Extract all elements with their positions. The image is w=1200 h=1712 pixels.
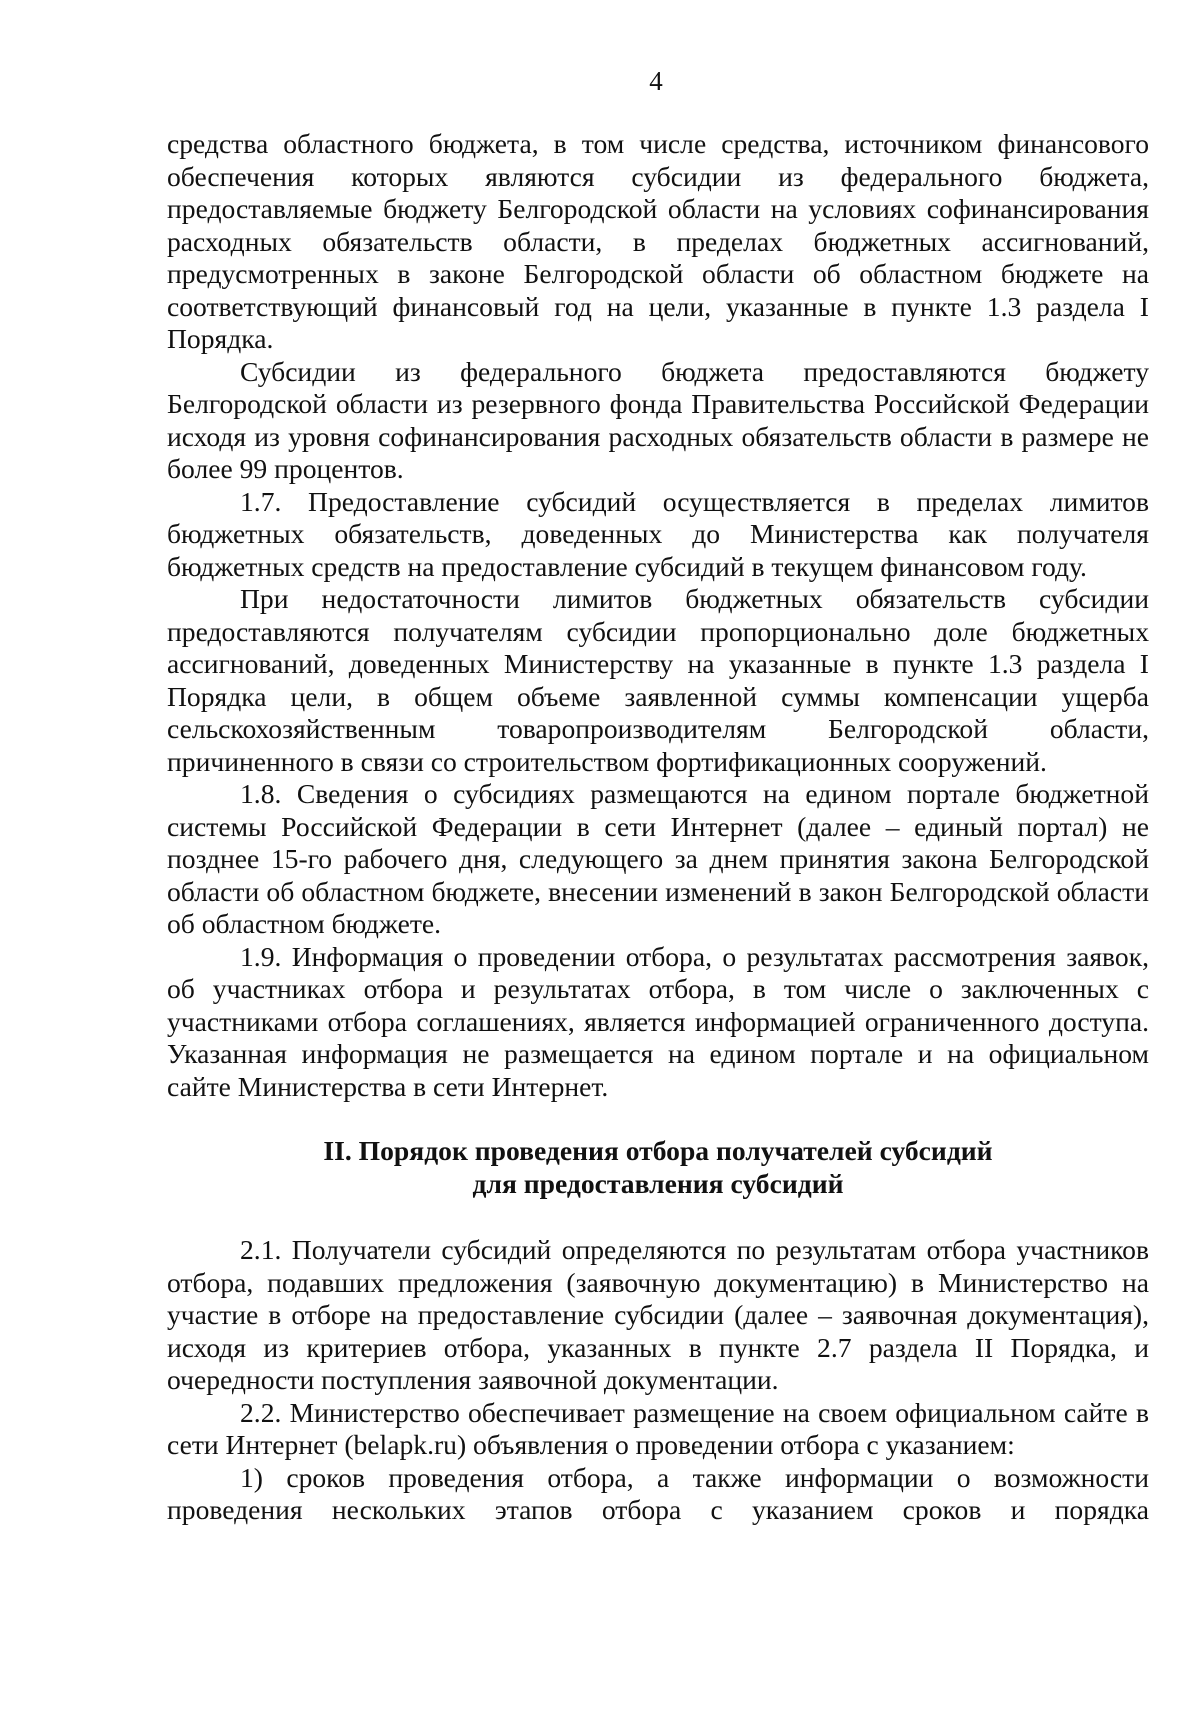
paragraph: 2.1. Получатели субсидий определяются по результатам отбора участников отбора, подавших предложения (заявочную документацию) в Министерство на участие в отборе на предоставление субсидии (далее – заявочная документация), исходя из критериев отбора, указанных в пункте 2.7 раздела II Порядка, и очередности поступления заявочной документации. bbox=[167, 1234, 1149, 1395]
paragraph: 2.2. Министерство обеспечивает размещение на своем официальном сайте в сети Интернет (belapk.ru) объявления о проведении отбора с указанием: bbox=[167, 1396, 1149, 1460]
document-body bbox=[167, 128, 1149, 1527]
paragraph: Субсидии из федерального бюджета предоставляются бюджету Белгородской области из резервного фонда Правительства Российской Федерации исходя из уровня софинансирования расходных обязательств области в размере не более 99 процентов. bbox=[167, 355, 1149, 484]
section-heading-line: II. Порядок проведения отбора получателей субсидий bbox=[323, 1135, 993, 1166]
section-heading bbox=[167, 1135, 1149, 1200]
paragraph: При недостаточности лимитов бюджетных обязательств субсидии предоставляются получателям субсидии пропорционально доле бюджетных ассигнований, доведенных Министерству на указанные в пункте 1.3 раздела I Порядка цели, в общем объеме заявленной суммы компенсации ущерба сельскохозяйственным товаропроизводителям Белгородской области, причиненного в связи со строительством фортификационных сооружений. bbox=[167, 583, 1149, 777]
paragraph: 1) сроков проведения отбора, а также информации о возможности проведения нескольких этапов отбора с указанием сроков и порядка bbox=[167, 1461, 1149, 1525]
paragraph: 1.7. Предоставление субсидий осуществляется в пределах лимитов бюджетных обязательств, доведенных до Министерства как получателя бюджетных средств на предоставление субсидий в текущем финансовом году. bbox=[167, 485, 1149, 582]
paragraph: 1.8. Сведения о субсидиях размещаются на едином портале бюджетной системы Российской Федерации в сети Интернет (далее – единый портал) не позднее 15-го рабочего дня, следующего за днем принятия закона Белгородской области об областном бюджете, внесении изменений в закон Белгородской области об областном бюджете. bbox=[167, 778, 1149, 939]
section-heading-line: для предоставления субсидий bbox=[472, 1167, 844, 1199]
page-number: 4 bbox=[649, 66, 663, 96]
paragraph: средства областного бюджета, в том числе средства, источником финансового обеспечения которых являются субсидии из федерального бюджета, предоставляемые бюджету Белгородской области на условиях софинансирования расходных обязательств области, в пределах бюджетных ассигнований, предусмотренных в законе Белгородской области об областном бюджете на соответствующий финансовый год на цели, указанные в пункте 1.3 раздела I Порядка. bbox=[167, 128, 1149, 354]
paragraph: 1.9. Информация о проведении отбора, о результатах рассмотрения заявок, об участниках отбора и результатах отбора, в том числе о заключенных с участниками отбора соглашениях, является информацией ограниченного доступа. Указанная информация не размещается на едином портале и на официальном сайте Министерства в сети Интернет. bbox=[167, 940, 1149, 1102]
